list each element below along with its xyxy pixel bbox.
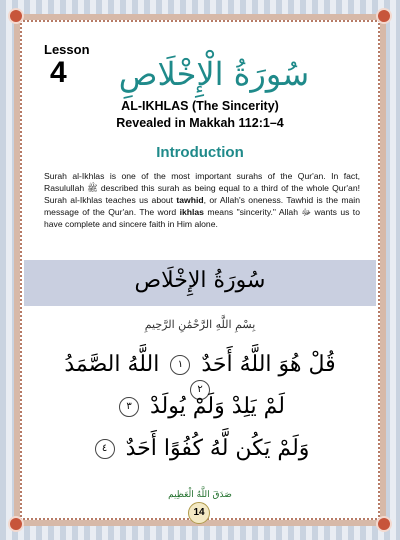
intro-bold-ikhlas: ikhlas xyxy=(179,207,204,217)
intro-bold-tawhid: tawhid xyxy=(176,195,204,205)
closing-phrase: صَدَقَ اللَّهُ الْعَظِيم xyxy=(168,490,232,500)
banner-arabic-title: سُورَةُ الإِخْلَاص xyxy=(134,268,266,293)
page-number: 14 xyxy=(188,502,210,524)
arabic-title: سُورَةُ الْإِخْلَاصِ xyxy=(118,55,310,93)
intro-text-1: Surah al-Ikhlas is one of the most important surahs of the Qur'an. In fact, Rasulullah ﷺ described this surah as being equal to a third of the whole Qur'an! Surah al-Ikhlas teaches us about xyxy=(44,171,360,205)
verse-line-2 xyxy=(50,394,350,419)
verse-1-number: ١ xyxy=(170,355,190,375)
surah-name: AL-IKHLAS (The Sincerity) xyxy=(121,99,279,113)
corner-ornament-icon xyxy=(10,10,22,22)
verse-2-number: ٢ xyxy=(190,380,210,400)
page-content xyxy=(24,24,376,516)
verse-3-text: لَمْ يَلِدْ وَلَمْ يُولَدْ xyxy=(150,394,285,419)
lesson-label: Lesson xyxy=(44,42,90,57)
corner-ornament-icon xyxy=(10,518,22,530)
verse-1-text: قُلْ هُوَ اللَّهُ أَحَدٌ xyxy=(201,352,336,377)
introduction-heading: Introduction xyxy=(156,144,244,161)
introduction-paragraph xyxy=(44,170,360,230)
surah-banner xyxy=(24,260,376,306)
verse-3-number: ٣ xyxy=(119,397,139,417)
verse-4-text: وَلَمْ يَكُن لَّهُ كُفُوًا أَحَدٌ xyxy=(125,436,310,461)
verse-2-text: اللَّهُ الصَّمَدُ xyxy=(64,352,160,377)
verse-line-3 xyxy=(50,436,350,461)
bismillah: بِسْمِ اللَّهِ الرَّحْمَٰنِ الرَّحِيمِ xyxy=(144,318,256,331)
intro-text-2: , or Allah's oneness. Tawhid is the main message of the Qur'an. The word xyxy=(44,195,360,217)
revelation-info: Revealed in Makkah 112:1–4 xyxy=(116,116,284,130)
corner-ornament-icon xyxy=(378,518,390,530)
corner-ornament-icon xyxy=(378,10,390,22)
verse-4-number: ٤ xyxy=(95,439,115,459)
english-title xyxy=(24,98,376,132)
intro-text-3: means "sincerity." Allah ﷻ wants us to have complete and sincere faith in Him alone. xyxy=(44,207,360,229)
lesson-number: 4 xyxy=(50,56,67,89)
